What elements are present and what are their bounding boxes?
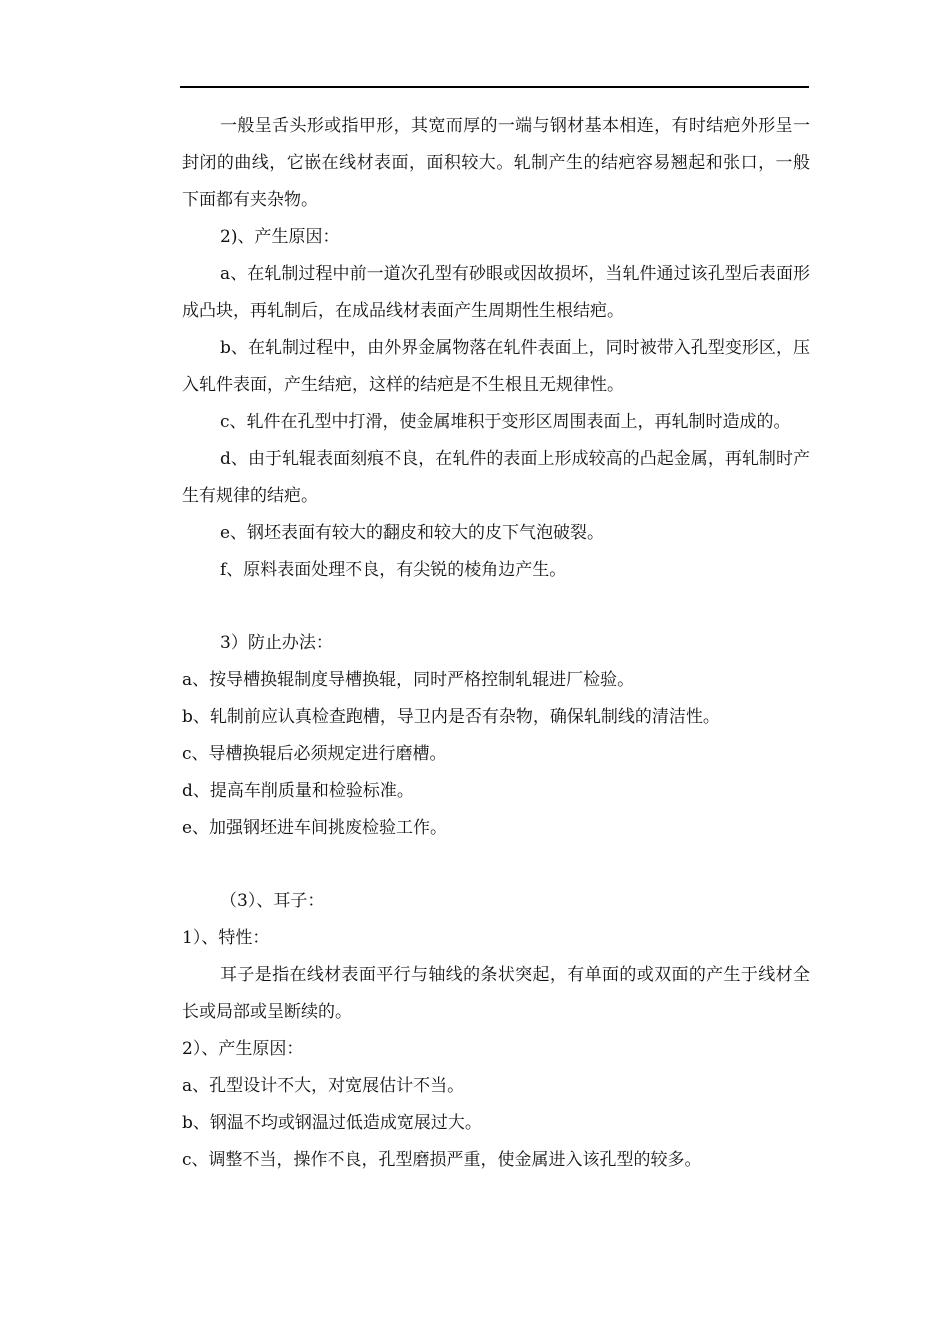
paragraph: （3）、耳子： <box>220 891 325 911</box>
document-body <box>182 108 810 1179</box>
paragraph: a、按导槽换辊制度导槽换辊，同时严格控制轧辊进厂检验。 <box>182 670 635 690</box>
paragraph: c、轧件在孔型中打滑，使金属堆积于变形区周围表面上，再轧制时造成的。 <box>220 412 791 432</box>
paragraph: b、在轧制过程中，由外界金属物落在轧件表面上，同时被带入孔型变形区，压入轧件表面，产生结疤，这样的结疤是不生根且无规律性。 <box>182 338 810 395</box>
blank-line <box>182 589 810 625</box>
paragraph: a、在轧制过程中前一道次孔型有砂眼或因故损坏，当轧件通过该孔型后表面形成凸块，再轧制后，在成品线材表面产生周期性生根结疤。 <box>182 264 810 321</box>
paragraph: 3）防止办法： <box>220 633 333 653</box>
paragraph: f、原料表面处理不良，有尖锐的棱角边产生。 <box>220 560 567 580</box>
paragraph: e、钢坯表面有较大的翻皮和较大的皮下气泡破裂。 <box>220 523 605 543</box>
paragraph: 耳子是指在线材表面平行与轴线的条状突起，有单面的或双面的产生于线材全长或局部或呈断续的。 <box>182 965 810 1022</box>
paragraph: d、由于轧辊表面刻痕不良，在轧件的表面上形成较高的凸起金属，再轧制时产生有规律的结疤。 <box>182 449 810 506</box>
header-rule <box>180 86 809 88</box>
blank-line <box>182 847 810 883</box>
paragraph: 2）、产生原因： <box>182 1039 304 1059</box>
paragraph: 1）、特性： <box>182 928 270 948</box>
paragraph: c、导槽换辊后必须规定进行磨槽。 <box>182 744 447 764</box>
paragraph: d、提高车削质量和检验标准。 <box>182 781 414 801</box>
paragraph: b、轧制前应认真检查跑槽，导卫内是否有杂物，确保轧制线的清洁性。 <box>182 707 720 727</box>
paragraph: a、孔型设计不大，对宽展估计不当。 <box>182 1076 465 1096</box>
paragraph: b、钢温不均或钢温过低造成宽展过大。 <box>182 1113 482 1133</box>
paragraph: 一般呈舌头形或指甲形，其宽而厚的一端与钢材基本相连，有时结疤外形呈一封闭的曲线，它嵌在线材表面，面积较大。轧制产生的结疤容易翘起和张口，一般下面都有夹杂物。 <box>182 116 810 210</box>
paragraph: 2)、产生原因： <box>220 227 340 247</box>
paragraph: e、加强钢坯进车间挑废检验工作。 <box>182 818 448 838</box>
paragraph: c、调整不当，操作不良，孔型磨损严重，使金属进入该孔型的较多。 <box>182 1150 702 1170</box>
